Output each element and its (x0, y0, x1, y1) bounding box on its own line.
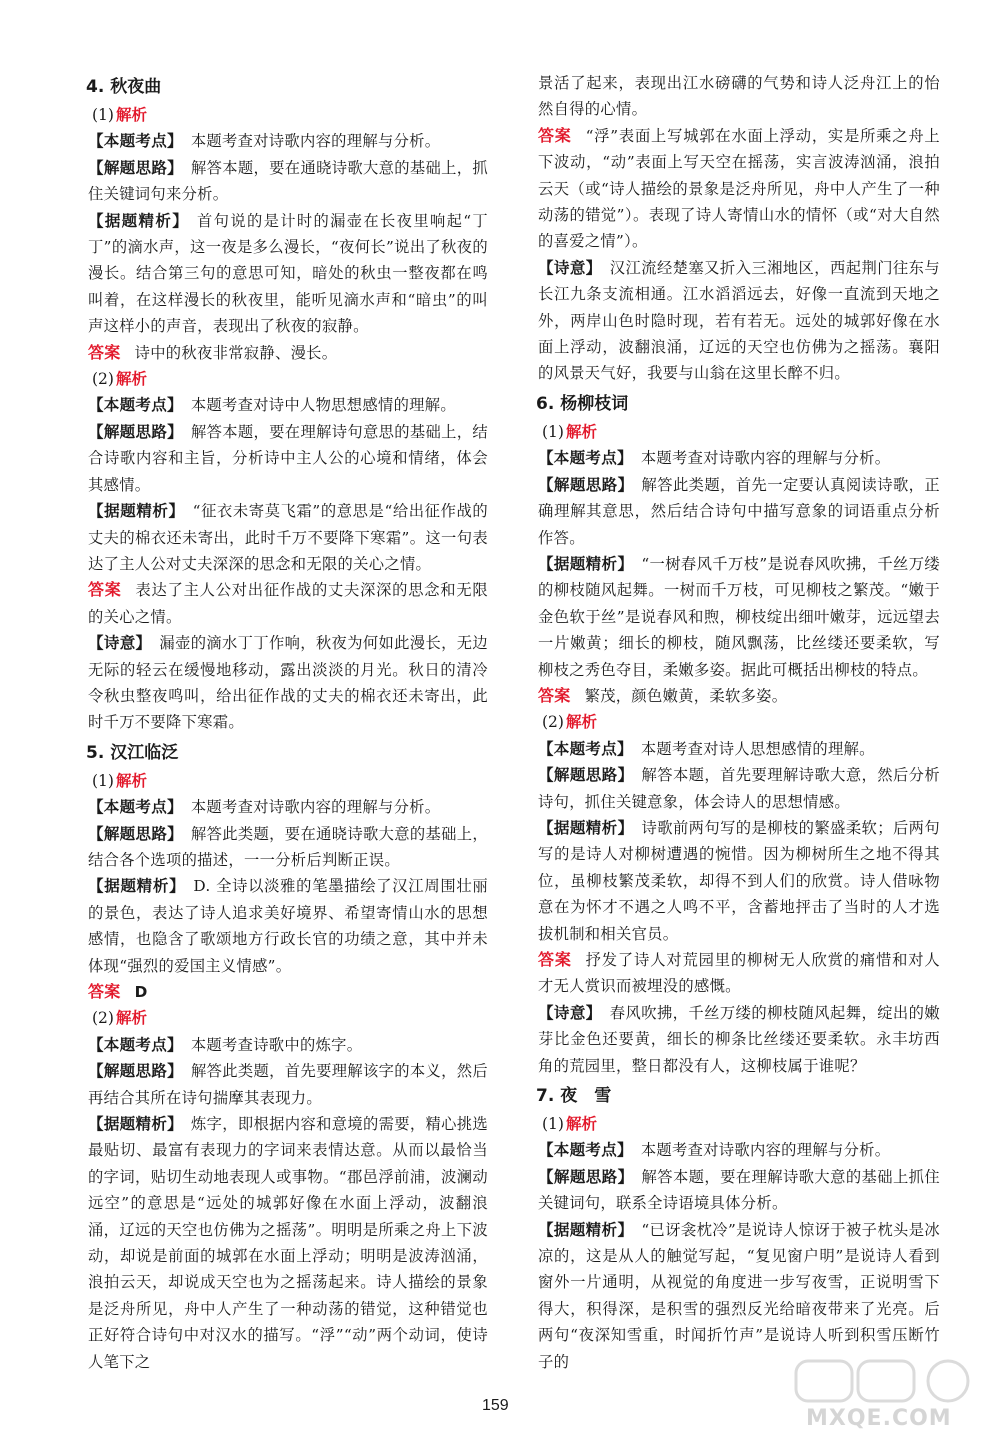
item-text: 漏壶的滴水丁丁作响，秋夜为何如此漫长，无边无际的轻云在缓慢地移动，露出淡淡的月光。秋日的清冷令秋虫整夜鸣叫，给出征作战的丈夫的棉衣还未寄出，此时千万不要降下寒霜。 (88, 634, 488, 732)
analysis-item (538, 1137, 940, 1163)
answer-label: 答案 (88, 580, 122, 600)
item-text: 解答此类题，首先要理解该字的本义，然后再结合其所在诗句揣摩其表现力。 (88, 1062, 488, 1107)
item-text: 解答此类题，要在通晓诗歌大意的基础上，结合各个选项的描述，一一分析后判断正误。 (88, 824, 488, 869)
item-label: 【据题精析】 (88, 877, 186, 896)
item-text: 解答本题，要在理解诗歌大意的基础上抓住关键词句，联系全诗语境具体分析。 (538, 1167, 940, 1213)
item-text: 炼字，即根据内容和意境的需要，精心挑选最贴切、最富有表现力的字词来表情达意。从而以最恰当的字词，贴切生动地表现人或事物。“郡邑浮前浦，波澜动远空”的意思是“远处的城郭好像在水面上浮动，波翻浪涌，辽远的天空也仿佛为之摇荡”。明明是所乘之舟上下波动，却说是前面的城郭在水面上浮动；明明是波涛汹涌，浪拍云天，却说成天空也为之摇荡起来。诗人描绘的景象是泛舟所见，舟中人产生了一种动荡的错觉，这种错觉也正好符合诗句中对汉水的描写。“浮”“动”两个动词，使诗人笔下之 (88, 1115, 488, 1371)
page-number: 159 (482, 1397, 509, 1414)
analysis-item (538, 815, 940, 947)
analysis-item (88, 419, 488, 498)
section-heading: 4. 秋夜曲 (86, 77, 162, 97)
analysis-tag: 解析 (115, 106, 147, 124)
item-label: 【解题思路】 (88, 1062, 184, 1081)
analysis-tag: 解析 (115, 370, 147, 389)
answer-block (538, 683, 940, 709)
item-label: 【本题考点】 (538, 449, 633, 468)
analysis-item (88, 821, 488, 874)
answer-text: 繁茂，颜色嫩黄，柔软多姿。 (584, 686, 788, 705)
item-label: 【本题考点】 (538, 1141, 633, 1160)
continued-paragraph: 景活了起来，表现出江水磅礴的气势和诗人泛舟江上的怡然自得的心情。 (538, 74, 940, 119)
item-text: 解答此类题，首先一定要认真阅读诗歌，正确理解其意思，然后结合诗句中描写意象的词语重点分析作答。 (538, 475, 940, 547)
item-text: 本题考查对诗歌内容的理解与分析。 (640, 1141, 891, 1160)
item-text: “征衣未寄莫飞霜”的意思是“给出征作战的丈夫的棉衣还未寄出，此时千万不要降下寒霜”。这一句表达了主人公对丈夫深深的思念和无限的关心之情。 (88, 502, 488, 573)
subquestion-number: (1) (542, 422, 564, 441)
left-column (88, 70, 488, 1375)
item-label: 【解题思路】 (88, 422, 184, 441)
item-label: 【解题思路】 (538, 475, 634, 494)
answer-label: 答案 (538, 125, 572, 145)
subquestion-header (542, 709, 940, 735)
subquestion-header (542, 419, 940, 445)
analysis-tag: 解析 (565, 422, 597, 441)
subquestion-header (92, 1005, 488, 1031)
item-label: 【据题精析】 (538, 1220, 634, 1239)
item-text: 本题考查对诗人思想感情的理解。 (640, 739, 875, 758)
answer-block (88, 577, 488, 630)
item-label: 【本题考点】 (88, 798, 183, 817)
item-text: 本题考查对诗中人物思想感情的理解。 (190, 396, 456, 415)
item-label: 【本题考点】 (88, 1035, 183, 1054)
right-column (538, 70, 940, 1375)
analysis-item (88, 630, 488, 736)
item-text: 本题考查对诗歌内容的理解与分析。 (190, 132, 441, 151)
answer-text: “浮”表面上写城郭在水面上浮动，实是所乘之舟上下波动，“动”表面上写天空在摇荡，实言波涛汹涌，浪拍云天（或“诗人描绘的景象是泛舟所见，舟中人产生了一种动荡的错觉”）。表现了诗人寄情山水的情怀（或“对大自然的喜爱之情”）。 (538, 126, 940, 251)
subquestion-header (92, 366, 488, 392)
subquestion-number: (1) (92, 106, 114, 124)
analysis-item (88, 498, 488, 577)
analysis-item (538, 1164, 940, 1217)
watermark-url: MXQE.COM (806, 1406, 952, 1431)
item-label: 【本题考点】 (538, 739, 633, 758)
answer-text: 表达了主人公对出征作战的丈夫深深的思念和无限的关心之情。 (88, 581, 488, 626)
analysis-item (88, 794, 488, 820)
answer-label: 答案 (538, 950, 572, 969)
answer-label: 答案 (88, 342, 121, 362)
analysis-tag: 解析 (565, 1115, 597, 1134)
item-text: “一树春风千万枝”是说春风吹拂，千丝万缕的柳枝随风起舞。一树而千万枝，可见柳枝之繁茂。“嫩于金色软于丝”是说春风和煦，柳枝绽出细叶嫩芽，远远望去一片嫩黄；细长的柳枝，随风飘荡，比丝缕还要柔软，写柳枝之秀色夺目，柔嫩多姿。据此可概括出柳枝的特点。 (538, 554, 940, 679)
analysis-item (88, 392, 488, 418)
item-text: D. 全诗以淡雅的笔墨描绘了汉江周围壮丽的景色，表达了诗人追求美好境界、希望寄情山水的思想感情，也隐含了歌颂地方行政长官的功绩之意，其中并未体现“强烈的爱国主义情感”。 (88, 877, 488, 975)
item-label: 【据题精析】 (88, 1115, 184, 1134)
subquestion-header (92, 102, 488, 128)
subquestion-number: (1) (92, 771, 114, 790)
analysis-item (88, 873, 488, 979)
answer-block (88, 340, 488, 366)
item-text: 解答本题，首先要理解诗歌大意，然后分析诗句，抓住关键意象，体会诗人的思想情感。 (538, 766, 940, 811)
item-label: 【诗意】 (538, 258, 602, 277)
item-label: 【据题精析】 (88, 211, 190, 230)
item-label: 【据题精析】 (538, 554, 634, 573)
analysis-item (538, 762, 940, 815)
section-heading: 7. 夜 雪 (536, 1086, 612, 1107)
subquestion-number: (2) (92, 1009, 114, 1028)
section-heading: 5. 汉江临泛 (86, 742, 179, 763)
subquestion-header (92, 768, 488, 794)
item-text: 本题考查对诗歌内容的理解与分析。 (190, 798, 441, 817)
section-heading: 6. 杨柳枝词 (536, 393, 629, 414)
analysis-tag: 解析 (565, 713, 597, 732)
analysis-item (538, 472, 940, 551)
analysis-item (88, 155, 488, 208)
analysis-item (88, 1032, 488, 1058)
watermark-logo (792, 1359, 988, 1431)
item-text: “已讶衾枕冷”是说诗人惊讶于被子枕头是冰凉的，这是从人的触觉写起，“复见窗户明”是说诗人看到窗外一片通明，从视觉的角度进一步写夜雪，正说明雪下得大，积得深，是积雪的强烈反光给暗夜带来了光亮。后两句“夜深知雪重，时闻折竹声”是说诗人听到积雪压断竹子的 (538, 1220, 940, 1371)
item-text: 首句说的是计时的漏壶在长夜里响起“丁丁”的滴水声，这一夜是多么漫长，“夜何长”说出了秋夜的漫长。结合第三句的意思可知，暗处的秋虫一整夜都在鸣叫着，在这样漫长的秋夜里，能听见滴水声和“暗虫”的叫声这样小的声音，表现出了秋夜的寂静。 (88, 211, 488, 336)
item-text: 春风吹拂，千丝万缕的柳枝随风起舞，绽出的嫩芽比金色还要黄，细长的柳条比丝缕还要柔软。永丰坊西角的荒园里，整日都没有人，这柳枝属于谁呢？ (538, 1003, 940, 1075)
analysis-item (538, 551, 940, 683)
analysis-item (88, 208, 488, 340)
item-label: 【据题精析】 (88, 502, 185, 521)
item-label: 【解题思路】 (538, 1167, 634, 1186)
analysis-item (538, 445, 940, 471)
answer-text: 诗中的秋夜非常寂静、漫长。 (134, 343, 338, 362)
analysis-item (538, 1217, 940, 1375)
analysis-item (88, 1111, 488, 1375)
answer-block (88, 979, 488, 1005)
answer-block (538, 123, 940, 255)
analysis-item (88, 128, 488, 154)
item-text: 诗歌前两句写的是柳枝的繁盛柔软；后两句写的是诗人对柳树遭遇的惋惜。因为柳树所生之地不得其位，虽柳枝繁茂柔软，却得不到人们的欣赏。诗人借咏物意在为怀才不遇之人鸣不平，含蓄地抨击了当时的人才选拔机制和相关官员。 (538, 818, 940, 943)
item-text: 本题考查诗歌中的炼字。 (190, 1035, 363, 1054)
answer-label: 答案 (88, 982, 121, 1001)
subquestion-number: (2) (542, 713, 564, 732)
analysis-item (88, 1058, 488, 1111)
item-label: 【解题思路】 (88, 824, 184, 843)
item-text: 汉江流经楚塞又折入三湘地区，西起荆门往东与长江九条支流相通。江水滔滔远去，好像一直流到天地之外，两岸山色时隐时现，若有若无。远处的城郭好像在水面上浮动，波翻浪涌，辽远的天空也仿佛为之摇荡。襄阳的风景天气好，我要与山翁在这里长醉不归。 (538, 258, 940, 383)
item-label: 【解题思路】 (88, 158, 184, 177)
analysis-item (538, 736, 940, 762)
item-label: 【本题考点】 (88, 396, 183, 415)
item-label: 【诗意】 (88, 634, 152, 653)
answer-text: 抒发了诗人对荒园里的柳树无人欣赏的痛惜和对人才无人赏识而被埋没的感慨。 (538, 951, 940, 996)
analysis-item (538, 1000, 940, 1079)
answer-text: D (134, 983, 148, 1001)
item-label: 【解题思路】 (538, 766, 634, 785)
analysis-tag: 解析 (115, 1009, 147, 1028)
subquestion-number: (2) (92, 370, 114, 389)
subquestion-number: (1) (542, 1115, 564, 1134)
answer-label: 答案 (538, 685, 571, 705)
item-label: 【本题考点】 (88, 132, 183, 151)
item-text: 解答本题，要在理解诗句意思的基础上，结合诗歌内容和主旨，分析诗中主人公的心境和情绪，体会其感情。 (88, 422, 488, 494)
analysis-tag: 解析 (115, 771, 147, 790)
subquestion-header (542, 1111, 940, 1137)
item-label: 【诗意】 (538, 1003, 602, 1022)
item-text: 解答本题，要在通晓诗歌大意的基础上，抓住关键词句来分析。 (88, 158, 488, 204)
item-text: 本题考查对诗歌内容的理解与分析。 (640, 449, 891, 468)
analysis-item (538, 255, 940, 387)
item-label: 【据题精析】 (538, 818, 634, 837)
answer-block (538, 947, 940, 1000)
